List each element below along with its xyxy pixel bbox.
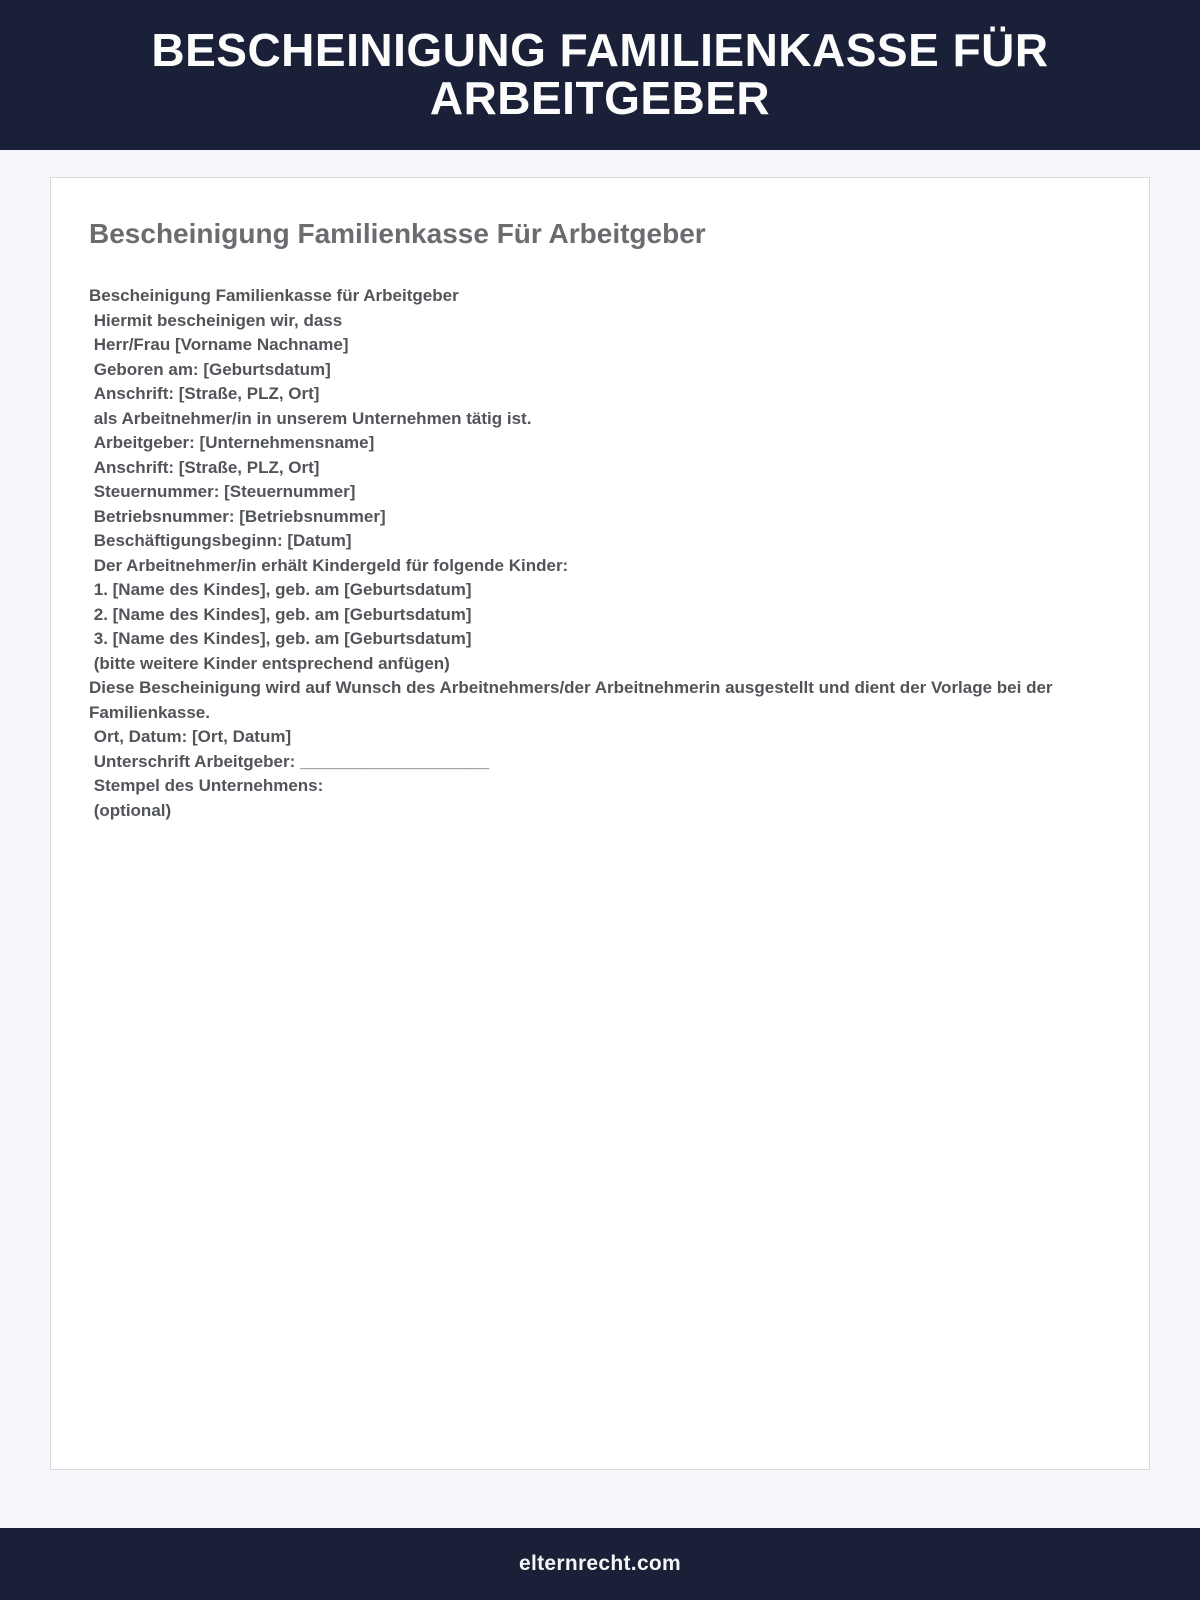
content-area xyxy=(0,150,1200,1528)
header-banner xyxy=(0,0,1200,150)
page-title: BESCHEINIGUNG FAMILIENKASSE FÜR ARBEITGEBER xyxy=(151,24,1049,124)
body-line: Steuernummer: [Steuernummer] xyxy=(89,482,356,502)
document-body xyxy=(89,284,1111,823)
footer-site-name: elternrecht.com xyxy=(518,1552,682,1575)
body-line: Beschäftigungsbeginn: [Datum] xyxy=(89,531,352,551)
body-line: Geboren am: [Geburtsdatum] xyxy=(89,359,331,379)
body-line: Betriebsnummer: [Betriebsnummer] xyxy=(89,506,386,526)
footer-bar xyxy=(0,1528,1200,1600)
content-card xyxy=(50,177,1150,1470)
body-line: Herr/Frau [Vorname Nachname] xyxy=(89,335,349,355)
body-line: Arbeitgeber: [Unternehmensname] xyxy=(89,433,375,453)
body-line: Unterschrift Arbeitgeber: ____________________ xyxy=(89,751,490,771)
body-line: Ort, Datum: [Ort, Datum] xyxy=(89,727,292,747)
body-line: Der Arbeitnehmer/in erhält Kindergeld für folgende Kinder: xyxy=(89,555,569,575)
body-line: Bescheinigung Familienkasse für Arbeitgeber xyxy=(89,286,459,306)
body-line: 2. [Name des Kindes], geb. am [Geburtsdatum] xyxy=(89,604,472,624)
document-heading: Bescheinigung Familienkasse Für Arbeitgeber xyxy=(89,218,706,249)
body-line: als Arbeitnehmer/in in unserem Unternehmen tätig ist. xyxy=(89,408,532,428)
body-line: (optional) xyxy=(89,800,172,820)
body-line: 3. [Name des Kindes], geb. am [Geburtsdatum] xyxy=(89,629,472,649)
body-line: Stempel des Unternehmens: xyxy=(89,776,324,796)
body-line: Diese Bescheinigung wird auf Wunsch des Arbeitnehmers/der Arbeitnehmerin ausgestellt und dient der Vorlage bei der Familienkasse. xyxy=(89,678,1058,722)
body-line: 1. [Name des Kindes], geb. am [Geburtsdatum] xyxy=(89,580,472,600)
body-line: (bitte weitere Kinder entsprechend anfügen) xyxy=(89,653,450,673)
body-line: Hiermit bescheinigen wir, dass xyxy=(89,310,343,330)
body-line: Anschrift: [Straße, PLZ, Ort] xyxy=(89,457,320,477)
body-line: Anschrift: [Straße, PLZ, Ort] xyxy=(89,384,320,404)
